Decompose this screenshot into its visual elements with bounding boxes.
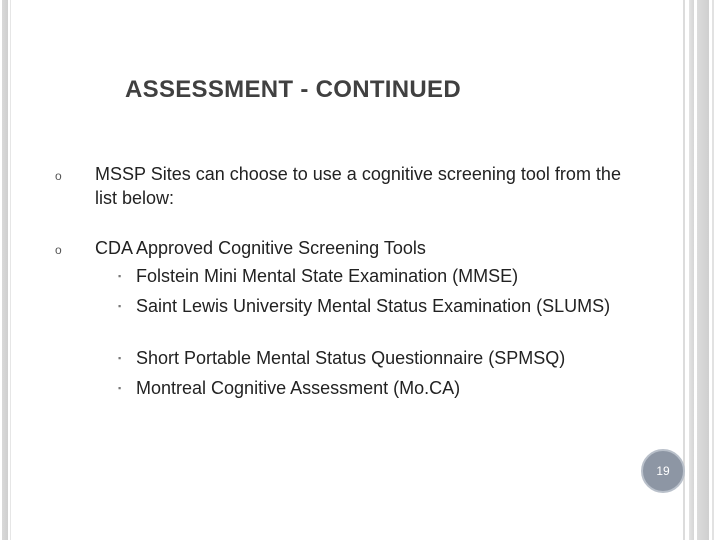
sub-bullet-square-icon: ▪ [118,353,122,363]
bullet-text: CDA Approved Cognitive Screening Tools [95,238,426,258]
bullet-circle-icon: o [55,169,62,183]
page-number-badge [641,449,685,493]
slide-title: ASSESSMENT - CONTINUED [125,76,461,103]
sub-bullet-square-icon: ▪ [118,301,122,311]
right-decorative-line [683,0,685,540]
right-decorative-bar-wide [697,0,709,540]
sub-bullet-square-icon: ▪ [118,271,122,281]
right-decorative-line-outer [712,0,714,540]
sub-bullet-square-icon: ▪ [118,383,122,393]
sub-bullet-text: Folstein Mini Mental State Examination (MMSE) [136,266,519,286]
bullet-text: MSSP Sites can choose to use a cognitive screening tool from the list below: [95,164,621,208]
bullet-circle-icon: o [55,243,62,257]
sub-bullet-text: Saint Lewis University Mental Status Examination (SLUMS) [136,296,611,316]
left-decorative-bar [2,0,8,540]
sub-bullet-text: Montreal Cognitive Assessment (Mo.CA) [136,378,461,398]
right-decorative-bar [689,0,694,540]
left-decorative-line [10,0,11,540]
sub-bullet-text: Short Portable Mental Status Questionnaire (SPMSQ) [136,348,566,368]
page-number: 19 [656,464,670,478]
